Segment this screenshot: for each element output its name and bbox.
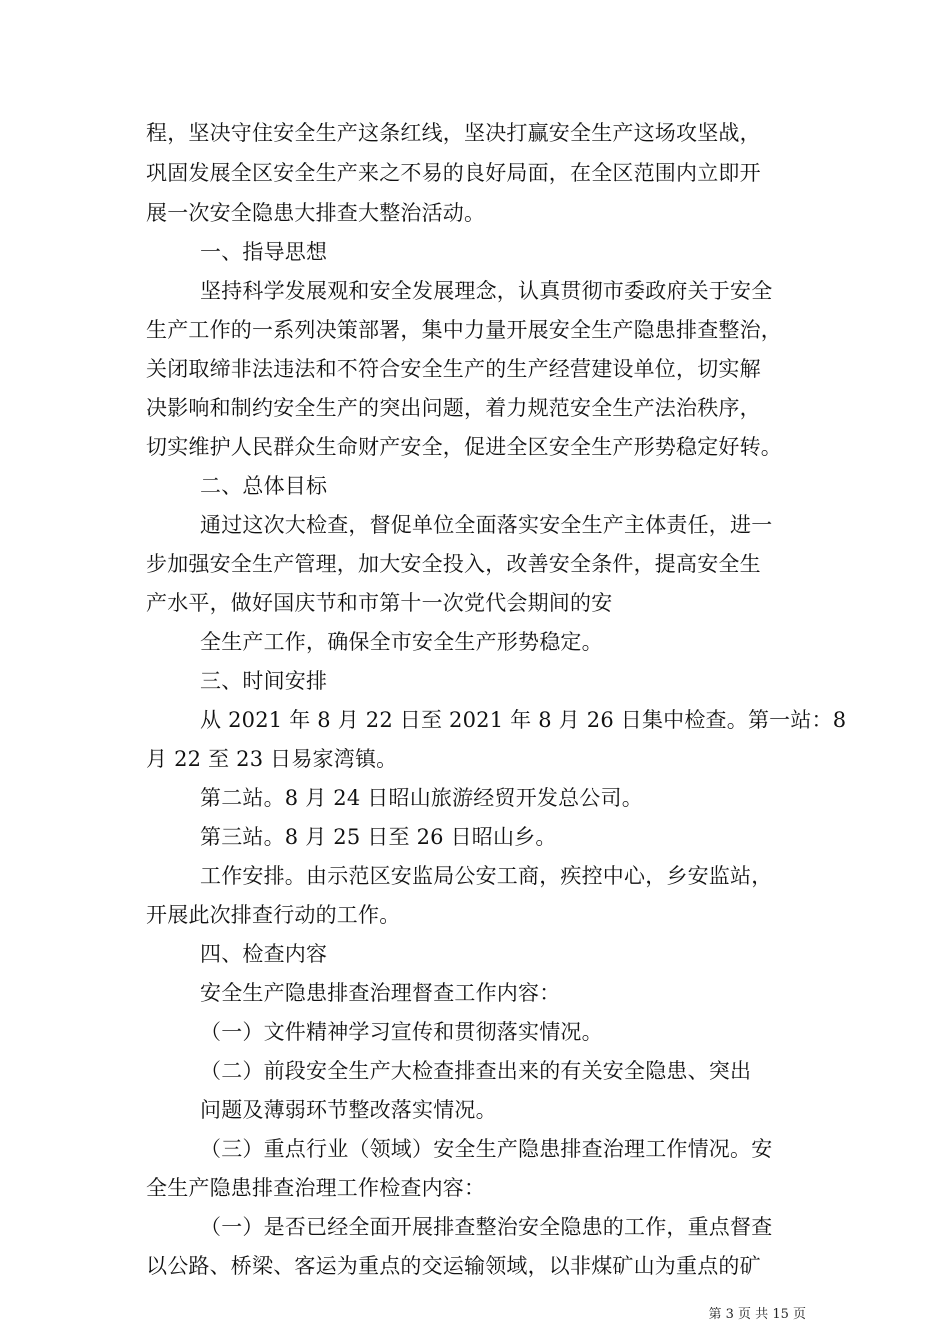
text-line-16: 从 2021 年 8 月 22 日至 2021 年 8 月 26 日集中检查。第一站：8 [200, 708, 847, 732]
check-item-1: （一）是否已经全面开展排查整治安全隐患的工作，重点督查 [200, 1215, 773, 1239]
text-line-23: 安全生产隐患排查治理督查工作内容： [200, 981, 561, 1005]
section-heading-2: 二、总体目标 [200, 474, 328, 498]
text-line-8: 决影响和制约安全生产的突出问题，着力规范安全生产法治秩序， [146, 396, 761, 420]
page-number: 第 3 页 共 15 页 [708, 1307, 806, 1322]
text-line-18: 第二站。8 月 24 日昭山旅游经贸开发总公司。 [200, 786, 643, 810]
text-line-1: 程，坚决守住安全生产这条红线，坚决打赢安全生产这场攻坚战， [146, 121, 761, 145]
text-line-12: 步加强安全生产管理，加大安全投入，改善安全条件，提高安全生 [146, 552, 761, 576]
text-line-21: 开展此次排查行动的工作。 [146, 903, 401, 927]
text-line-11: 通过这次大检查，督促单位全面落实安全生产主体责任，进一 [200, 513, 773, 537]
text-line-14: 全生产工作，确保全市安全生产形势稳定。 [200, 630, 603, 654]
text-line-20: 工作安排。由示范区安监局公安工商，疾控中心，乡安监站， [200, 864, 773, 888]
text-line-17: 月 22 至 23 日易家湾镇。 [146, 747, 398, 771]
section-heading-1: 一、指导思想 [200, 240, 328, 264]
text-line-19: 第三站。8 月 25 日至 26 日昭山乡。 [200, 825, 557, 849]
text-line-13: 产水平，做好国庆节和市第十一次党代会期间的安 [146, 591, 613, 615]
list-item-2-continued: 问题及薄弱环节整改落实情况。 [200, 1098, 497, 1122]
text-line-3: 展一次安全隐患大排查大整治活动。 [146, 201, 486, 225]
section-heading-3: 三、时间安排 [200, 669, 328, 693]
section-heading-4: 四、检查内容 [200, 942, 328, 966]
text-line-9: 切实维护人民群众生命财产安全，促进全区安全生产形势稳定好转。 [146, 435, 782, 459]
list-item-3: （三）重点行业（领域）安全生产隐患排查治理工作情况。安 [200, 1137, 773, 1161]
text-line-2: 巩固发展全区安全生产来之不易的良好局面，在全区范围内立即开 [146, 161, 761, 185]
text-line-30: 以公路、桥梁、客运为重点的交运输领域，以非煤矿山为重点的矿 [146, 1254, 761, 1278]
text-line-6: 生产工作的一系列决策部署，集中力量开展安全生产隐患排查整治， [146, 318, 782, 342]
text-line-28: 全生产隐患排查治理工作检查内容： [146, 1176, 486, 1200]
list-item-1: （一）文件精神学习宣传和贯彻落实情况。 [200, 1020, 603, 1044]
list-item-2: （二）前段安全生产大检查排查出来的有关安全隐患、突出 [200, 1059, 752, 1083]
text-line-5: 坚持科学发展观和安全发展理念，认真贯彻市委政府关于安全 [200, 279, 773, 303]
text-line-7: 关闭取缔非法违法和不符合安全生产的生产经营建设单位，切实解 [146, 357, 761, 381]
